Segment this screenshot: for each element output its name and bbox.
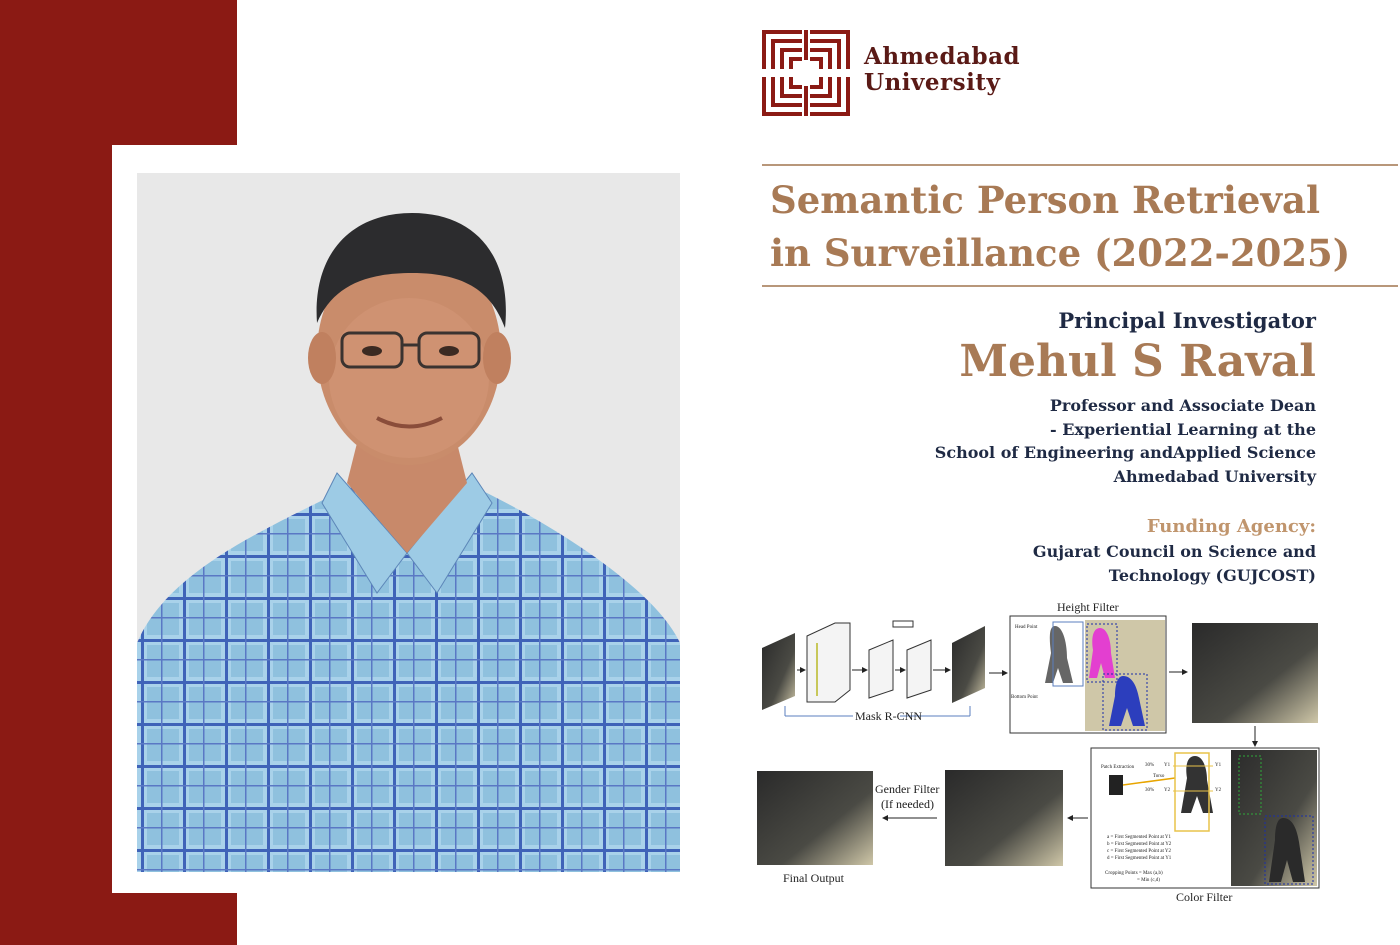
funding-agency bbox=[1033, 540, 1316, 587]
investigator-portrait bbox=[137, 173, 680, 872]
roi-block-2 bbox=[907, 640, 931, 698]
legend-a: a = First Segmented Point at Y1 bbox=[1107, 835, 1172, 840]
color-filter-caption: Color Filter bbox=[1176, 890, 1233, 904]
pipeline-diagram bbox=[755, 598, 1325, 908]
y2-left: Y2 bbox=[1164, 788, 1171, 793]
input-frame bbox=[762, 633, 795, 710]
y1-left: Y1 bbox=[1164, 763, 1171, 768]
crop-rule-2: = Min (c,d) bbox=[1137, 878, 1160, 883]
title-line-2: in Surveillance (2022-2025) bbox=[770, 231, 1351, 275]
torso-label: Torso bbox=[1153, 774, 1165, 779]
height-filter-caption: Height Filter bbox=[1057, 600, 1119, 614]
mask-output-frame bbox=[952, 626, 985, 703]
pi-desc-line: - Experiential Learning at the bbox=[1050, 419, 1316, 439]
patch-extraction-label: Patch Extraction bbox=[1101, 765, 1135, 770]
university-logo bbox=[762, 30, 850, 116]
pct-30-top: 30% bbox=[1145, 763, 1155, 768]
pi-label: Principal Investigator bbox=[1058, 308, 1316, 333]
y2-right: Y2 bbox=[1215, 788, 1222, 793]
mask-rcnn-caption: Mask R-CNN bbox=[855, 709, 923, 723]
legend-c: c = First Segmented Point at Y2 bbox=[1107, 849, 1172, 854]
university-wordmark bbox=[864, 44, 1020, 96]
roi-block-1 bbox=[869, 640, 893, 698]
wordmark-line-2: University bbox=[864, 69, 1001, 96]
funding-line: Technology (GUJCOST) bbox=[1108, 565, 1316, 585]
pi-name: Mehul S Raval bbox=[959, 336, 1316, 387]
cnn-backbone bbox=[807, 623, 850, 702]
crop-rule-1: Cropping Points = Max (a,b) bbox=[1105, 871, 1163, 876]
gender-filter-note: (If needed) bbox=[881, 797, 934, 811]
height-filter-output bbox=[1192, 623, 1318, 723]
y1-right: Y1 bbox=[1215, 763, 1222, 768]
gender-filter-caption: Gender Filter bbox=[875, 782, 940, 796]
color-filter-output bbox=[945, 770, 1063, 866]
funding-line: Gujarat Council on Science and bbox=[1032, 542, 1316, 561]
pi-description bbox=[935, 394, 1316, 488]
funding-label: Funding Agency: bbox=[1146, 516, 1316, 537]
title-rule-bottom bbox=[762, 285, 1398, 287]
legend-d: d = First Segmented Point at Y1 bbox=[1107, 856, 1172, 861]
final-output-caption: Final Output bbox=[783, 871, 845, 885]
pct-30-bottom: 30% bbox=[1145, 788, 1155, 793]
pi-desc-line: Ahmedabad University bbox=[1113, 466, 1316, 486]
wordmark-line-1: Ahmedabad bbox=[864, 43, 1021, 70]
bottom-point-label: Bottom Point bbox=[1011, 695, 1038, 700]
title-line-1: Semantic Person Retrieval bbox=[770, 178, 1320, 222]
final-output-frame bbox=[757, 771, 873, 865]
pi-desc-line: Professor and Associate Dean bbox=[1049, 396, 1316, 415]
legend-b: b = First Segmented Point at Y2 bbox=[1107, 842, 1172, 847]
head-point-label: Head Point bbox=[1015, 625, 1038, 630]
title-rule-top bbox=[762, 164, 1398, 166]
project-title bbox=[770, 174, 1390, 280]
pi-desc-line: School of Engineering andApplied Science bbox=[934, 443, 1316, 462]
